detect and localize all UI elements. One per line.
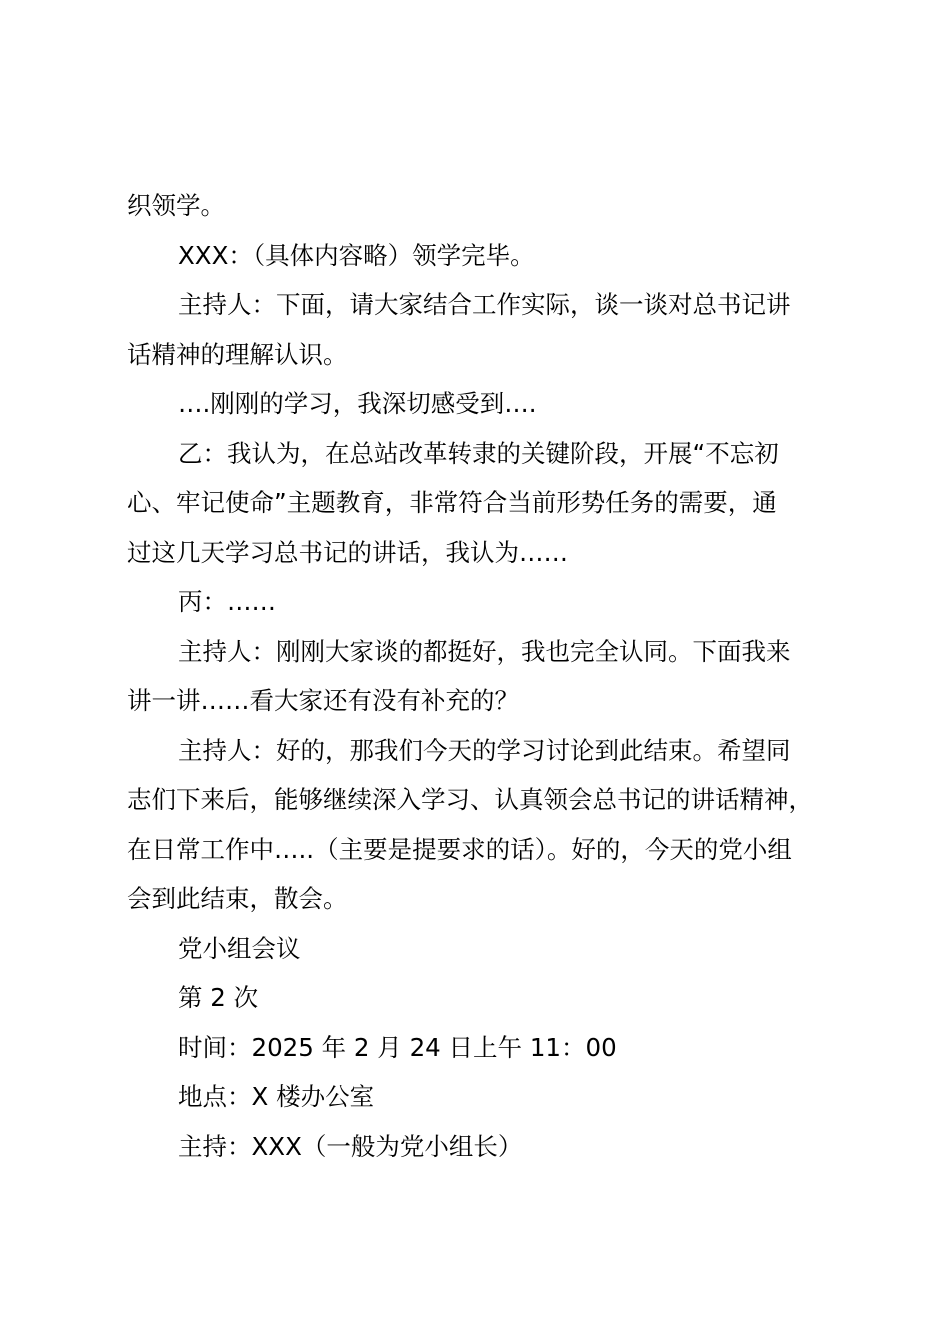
meeting-host: 主持：XXX（一般为党小组长） xyxy=(178,1131,523,1161)
text-line: 丙：…… xyxy=(178,587,276,616)
text-line: 会到此结束，散会。 xyxy=(127,884,348,913)
document-body xyxy=(127,181,847,1171)
text-line: 讲一讲……看大家还有没有补充的？ xyxy=(127,686,519,715)
text-line: XXX：（具体内容略）领学完毕。 xyxy=(178,240,535,270)
text-line: 在日常工作中…..（主要是提要求的话）。好的，今天的党小组 xyxy=(127,834,792,864)
text-line: 话精神的理解认识。 xyxy=(127,339,348,369)
meeting-time: 时间：2025 年 2 月 24 日上午 11：00 xyxy=(178,1032,617,1062)
meeting-heading: 党小组会议 xyxy=(178,933,301,963)
meeting-number: 第 2 次 xyxy=(178,983,259,1012)
text-line: 主持人：下面，请大家结合工作实际，谈一谈对总书记讲 xyxy=(178,290,791,319)
text-line: 志们下来后，能够继续深入学习、认真领会总书记的讲话精神， xyxy=(127,785,813,814)
text-line: 织领学。 xyxy=(127,191,225,220)
text-line: 过这几天学习总书记的讲话，我认为…… xyxy=(127,537,568,567)
text-line: 主持人：好的，那我们今天的学习讨论到此结束。希望同 xyxy=(178,735,791,765)
text-line: 主持人：刚刚大家谈的都挺好，我也完全认同。下面我来 xyxy=(178,636,791,666)
meeting-location: 地点：X 楼办公室 xyxy=(178,1082,375,1111)
text-line: ….刚刚的学习，我深切感受到…. xyxy=(178,389,537,418)
text-line: 心、牢记使命”主题教育，非常符合当前形势任务的需要，通 xyxy=(127,488,777,517)
text-line: 乙：我认为，在总站改革转隶的关键阶段，开展“不忘初 xyxy=(178,438,779,468)
